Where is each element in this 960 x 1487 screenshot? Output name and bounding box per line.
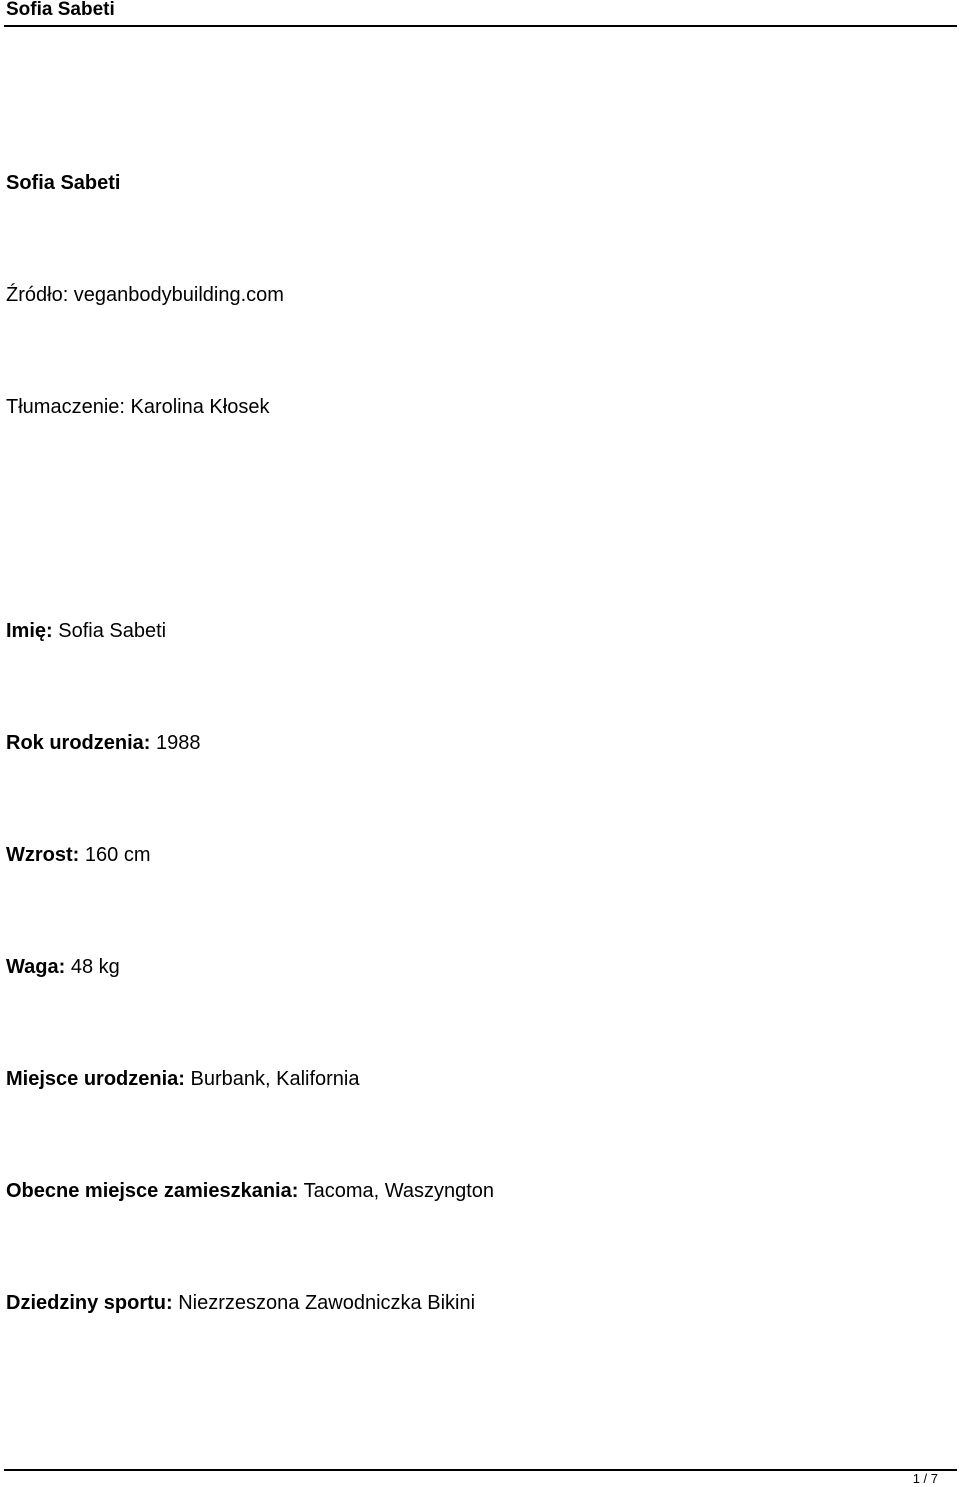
- field-value: Tacoma, Waszyngton: [303, 1180, 495, 1202]
- field-value: 48 kg: [70, 956, 120, 978]
- field-residence: [6, 1179, 494, 1203]
- document-title: Sofia Sabeti: [6, 172, 121, 194]
- field-weight: [6, 955, 120, 979]
- field-value: 1988: [156, 732, 201, 754]
- footer-divider: [4, 1469, 957, 1471]
- field-birth-year: [6, 731, 201, 755]
- page-indicator: 1 / 7: [912, 1471, 938, 1486]
- field-label: Waga:: [6, 956, 66, 978]
- field-label: Dziedziny sportu:: [6, 1292, 173, 1314]
- translation-line: Tłumaczenie: Karolina Kłosek: [6, 396, 270, 418]
- header-divider: [4, 25, 957, 27]
- field-name: [6, 619, 166, 643]
- field-label: Rok urodzenia:: [6, 732, 151, 754]
- field-label: Miejsce urodzenia:: [6, 1068, 185, 1090]
- field-value: Burbank, Kalifornia: [190, 1068, 360, 1090]
- field-value: Sofia Sabeti: [58, 620, 167, 642]
- field-label: Obecne miejsce zamieszkania:: [6, 1180, 299, 1202]
- field-value: Niezrzeszona Zawodniczka Bikini: [178, 1292, 476, 1314]
- field-sport: [6, 1291, 475, 1315]
- running-header-title: Sofia Sabeti: [6, 0, 115, 20]
- field-label: Wzrost:: [6, 844, 80, 866]
- source-line: Źródło: veganbodybuilding.com: [6, 284, 284, 306]
- field-value: 160 cm: [84, 844, 151, 866]
- field-birthplace: [6, 1067, 359, 1091]
- field-label: Imię:: [6, 620, 53, 642]
- field-height: [6, 843, 150, 867]
